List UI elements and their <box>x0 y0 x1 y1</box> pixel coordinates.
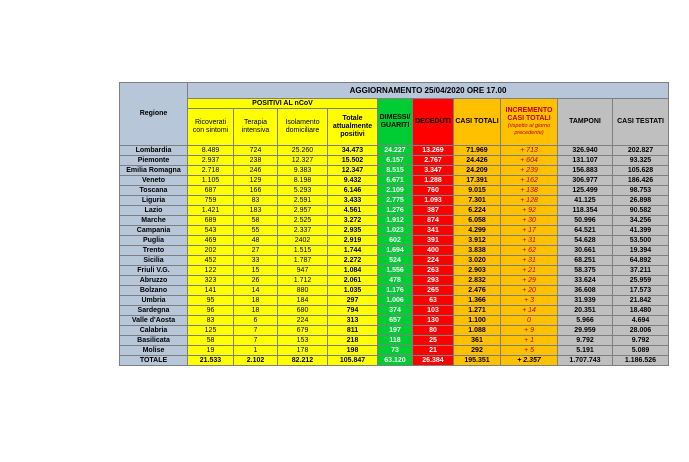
covid-data-table <box>119 82 669 366</box>
cell-casi-totali: 361 <box>454 336 501 346</box>
cell-terapia: 246 <box>234 166 278 176</box>
cell-deceduti: 391 <box>413 236 454 246</box>
cell-casi-totali: 1.366 <box>454 296 501 306</box>
cell-terapia: 1 <box>234 346 278 356</box>
cell-dimessi: 1.556 <box>378 266 413 276</box>
cell-casi-totali: 6.058 <box>454 216 501 226</box>
table-row <box>120 226 669 236</box>
cell-casi-totali: 1.271 <box>454 306 501 316</box>
cell-incremento: + 17 <box>501 226 558 236</box>
cell-dimessi: 6.671 <box>378 176 413 186</box>
cell-casi-totali: 71.969 <box>454 146 501 156</box>
cell-terapia: 33 <box>234 256 278 266</box>
cell-totale-positivi: 15.502 <box>328 156 378 166</box>
cell-tamponi: 1.707.743 <box>558 356 613 366</box>
cell-tamponi: 36.608 <box>558 286 613 296</box>
cell-isolamento: 224 <box>278 316 328 326</box>
cell-terapia: 6 <box>234 316 278 326</box>
cell-casi-totali: 24.209 <box>454 166 501 176</box>
table-row <box>120 156 669 166</box>
cell-incremento: + 92 <box>501 206 558 216</box>
cell-ricoverati: 96 <box>188 306 234 316</box>
cell-deceduti: 21 <box>413 346 454 356</box>
cell-isolamento: 8.198 <box>278 176 328 186</box>
cell-casi-testati: 34.256 <box>613 216 669 226</box>
cell-ricoverati: 759 <box>188 196 234 206</box>
cell-tamponi: 131.107 <box>558 156 613 166</box>
cell-terapia: 55 <box>234 226 278 236</box>
cell-incremento: + 239 <box>501 166 558 176</box>
cell-incremento: + 1 <box>501 336 558 346</box>
cell-deceduti: 224 <box>413 256 454 266</box>
table-row <box>120 206 669 216</box>
cell-totale-positivi: 811 <box>328 326 378 336</box>
header-positivi-group: POSITIVI AL nCoV <box>188 99 378 109</box>
table-row <box>120 276 669 286</box>
cell-isolamento: 680 <box>278 306 328 316</box>
cell-totale-positivi: 313 <box>328 316 378 326</box>
cell-totale-positivi: 218 <box>328 336 378 346</box>
cell-dimessi: 118 <box>378 336 413 346</box>
cell-regione: Liguria <box>120 196 188 206</box>
cell-terapia: 7 <box>234 326 278 336</box>
cell-ricoverati: 122 <box>188 266 234 276</box>
cell-terapia: 238 <box>234 156 278 166</box>
cell-casi-testati: 37.211 <box>613 266 669 276</box>
cell-totale-positivi: 3.272 <box>328 216 378 226</box>
cell-ricoverati: 1.105 <box>188 176 234 186</box>
header-incremento-label: INCREMENTO CASI TOTALI <box>505 107 553 122</box>
table-row <box>120 336 669 346</box>
cell-casi-testati: 26.898 <box>613 196 669 206</box>
cell-tamponi: 118.354 <box>558 206 613 216</box>
cell-tamponi: 156.883 <box>558 166 613 176</box>
cell-isolamento: 2402 <box>278 236 328 246</box>
cell-terapia: 26 <box>234 276 278 286</box>
cell-ricoverati: 125 <box>188 326 234 336</box>
cell-incremento: + 713 <box>501 146 558 156</box>
cell-regione: Abruzzo <box>120 276 188 286</box>
table-row <box>120 326 669 336</box>
cell-isolamento: 82.212 <box>278 356 328 366</box>
cell-casi-totali: 292 <box>454 346 501 356</box>
cell-regione: Umbria <box>120 296 188 306</box>
cell-tamponi: 20.351 <box>558 306 613 316</box>
cell-casi-testati: 90.582 <box>613 206 669 216</box>
cell-terapia: 48 <box>234 236 278 246</box>
cell-ricoverati: 323 <box>188 276 234 286</box>
table-row <box>120 166 669 176</box>
header-casi-testati: CASI TESTATI <box>613 99 669 146</box>
cell-terapia: 58 <box>234 216 278 226</box>
header-ricoverati: Ricoverati con sintomi <box>188 109 234 146</box>
cell-totale-positivi: 2.919 <box>328 236 378 246</box>
cell-casi-testati: 1.186.526 <box>613 356 669 366</box>
cell-deceduti: 13.269 <box>413 146 454 156</box>
cell-isolamento: 2.957 <box>278 206 328 216</box>
cell-totale-positivi: 2.272 <box>328 256 378 266</box>
cell-tamponi: 9.792 <box>558 336 613 346</box>
cell-dimessi: 374 <box>378 306 413 316</box>
cell-tamponi: 125.499 <box>558 186 613 196</box>
cell-casi-testati: 21.842 <box>613 296 669 306</box>
cell-terapia: 129 <box>234 176 278 186</box>
cell-tamponi: 41.125 <box>558 196 613 206</box>
cell-casi-testati: 202.827 <box>613 146 669 156</box>
cell-isolamento: 153 <box>278 336 328 346</box>
cell-ricoverati: 83 <box>188 316 234 326</box>
cell-regione: Marche <box>120 216 188 226</box>
cell-dimessi: 1.912 <box>378 216 413 226</box>
cell-ricoverati: 19 <box>188 346 234 356</box>
table-row <box>120 296 669 306</box>
cell-incremento: + 30 <box>501 216 558 226</box>
cell-regione: Toscana <box>120 186 188 196</box>
cell-regione: Emilia Romagna <box>120 166 188 176</box>
cell-terapia: 18 <box>234 296 278 306</box>
cell-casi-totali: 17.391 <box>454 176 501 186</box>
cell-incremento: + 21 <box>501 266 558 276</box>
header-incremento-note: (rispetto al giorno precedente) <box>507 123 551 136</box>
cell-tamponi: 306.977 <box>558 176 613 186</box>
cell-incremento: + 162 <box>501 176 558 186</box>
cell-dimessi: 1.176 <box>378 286 413 296</box>
cell-casi-testati: 25.959 <box>613 276 669 286</box>
cell-isolamento: 2.337 <box>278 226 328 236</box>
cell-ricoverati: 1.421 <box>188 206 234 216</box>
cell-dimessi: 2.109 <box>378 186 413 196</box>
table-row <box>120 196 669 206</box>
cell-incremento: + 128 <box>501 196 558 206</box>
cell-terapia: 7 <box>234 336 278 346</box>
cell-casi-totali: 2.476 <box>454 286 501 296</box>
cell-casi-testati: 5.089 <box>613 346 669 356</box>
cell-totale-positivi: 105.847 <box>328 356 378 366</box>
cell-casi-testati: 4.694 <box>613 316 669 326</box>
cell-incremento: + 9 <box>501 326 558 336</box>
cell-tamponi: 5.966 <box>558 316 613 326</box>
cell-casi-testati: 17.573 <box>613 286 669 296</box>
cell-casi-testati: 18.480 <box>613 306 669 316</box>
cell-tamponi: 29.959 <box>558 326 613 336</box>
cell-terapia: 15 <box>234 266 278 276</box>
cell-ricoverati: 2.718 <box>188 166 234 176</box>
table-title: AGGIORNAMENTO 25/04/2020 ORE 17.00 <box>188 83 669 99</box>
cell-regione: Trento <box>120 246 188 256</box>
cell-tamponi: 30.661 <box>558 246 613 256</box>
cell-ricoverati: 95 <box>188 296 234 306</box>
cell-terapia: 18 <box>234 306 278 316</box>
cell-totale-positivi: 3.433 <box>328 196 378 206</box>
cell-dimessi: 24.227 <box>378 146 413 156</box>
cell-incremento: + 2.357 <box>501 356 558 366</box>
cell-deceduti: 26.384 <box>413 356 454 366</box>
cell-isolamento: 5.293 <box>278 186 328 196</box>
cell-dimessi: 524 <box>378 256 413 266</box>
cell-casi-testati: 105.628 <box>613 166 669 176</box>
cell-ricoverati: 543 <box>188 226 234 236</box>
cell-casi-testati: 64.892 <box>613 256 669 266</box>
cell-deceduti: 2.767 <box>413 156 454 166</box>
cell-isolamento: 679 <box>278 326 328 336</box>
cell-deceduti: 103 <box>413 306 454 316</box>
cell-tamponi: 58.375 <box>558 266 613 276</box>
cell-deceduti: 130 <box>413 316 454 326</box>
cell-casi-totali: 3.838 <box>454 246 501 256</box>
cell-dimessi: 6.157 <box>378 156 413 166</box>
cell-totale-positivi: 794 <box>328 306 378 316</box>
cell-deceduti: 3.347 <box>413 166 454 176</box>
cell-dimessi: 602 <box>378 236 413 246</box>
cell-casi-totali: 2.832 <box>454 276 501 286</box>
cell-casi-totali: 24.426 <box>454 156 501 166</box>
cell-dimessi: 1.023 <box>378 226 413 236</box>
header-terapia: Terapia intensiva <box>234 109 278 146</box>
header-totale-positivi: Totale attualmente positivi <box>328 109 378 146</box>
cell-incremento: + 31 <box>501 256 558 266</box>
cell-casi-testati: 53.500 <box>613 236 669 246</box>
cell-isolamento: 2.591 <box>278 196 328 206</box>
cell-dimessi: 478 <box>378 276 413 286</box>
cell-regione: Sicilia <box>120 256 188 266</box>
header-casi-totali: CASI TOTALI <box>454 99 501 146</box>
table-row <box>120 286 669 296</box>
cell-incremento: + 29 <box>501 276 558 286</box>
cell-casi-totali: 1.100 <box>454 316 501 326</box>
cell-deceduti: 874 <box>413 216 454 226</box>
cell-terapia: 183 <box>234 206 278 216</box>
cell-regione: Basilicata <box>120 336 188 346</box>
cell-totale-positivi: 2.935 <box>328 226 378 236</box>
cell-regione: Veneto <box>120 176 188 186</box>
cell-incremento: + 604 <box>501 156 558 166</box>
cell-casi-totali: 3.020 <box>454 256 501 266</box>
cell-regione: Bolzano <box>120 286 188 296</box>
cell-ricoverati: 8.489 <box>188 146 234 156</box>
header-tamponi: TAMPONI <box>558 99 613 146</box>
cell-deceduti: 293 <box>413 276 454 286</box>
table-row <box>120 146 669 156</box>
cell-regione: Lombardia <box>120 146 188 156</box>
cell-deceduti: 80 <box>413 326 454 336</box>
table-row <box>120 186 669 196</box>
cell-incremento: + 138 <box>501 186 558 196</box>
cell-dimessi: 2.775 <box>378 196 413 206</box>
cell-incremento: + 3 <box>501 296 558 306</box>
cell-casi-totali: 195.351 <box>454 356 501 366</box>
cell-terapia: 14 <box>234 286 278 296</box>
cell-deceduti: 400 <box>413 246 454 256</box>
cell-totale-positivi: 2.061 <box>328 276 378 286</box>
cell-tamponi: 31.939 <box>558 296 613 306</box>
table-row <box>120 266 669 276</box>
cell-tamponi: 326.940 <box>558 146 613 156</box>
cell-regione: Campania <box>120 226 188 236</box>
cell-tamponi: 50.996 <box>558 216 613 226</box>
cell-regione: Lazio <box>120 206 188 216</box>
cell-casi-testati: 19.394 <box>613 246 669 256</box>
cell-isolamento: 2.525 <box>278 216 328 226</box>
cell-totale-positivi: 6.146 <box>328 186 378 196</box>
cell-tamponi: 54.628 <box>558 236 613 246</box>
cell-deceduti: 63 <box>413 296 454 306</box>
cell-casi-testati: 186.426 <box>613 176 669 186</box>
cell-dimessi: 197 <box>378 326 413 336</box>
cell-ricoverati: 141 <box>188 286 234 296</box>
cell-incremento: + 62 <box>501 246 558 256</box>
cell-regione: Calabria <box>120 326 188 336</box>
header-isolamento: Isolamento domiciliare <box>278 109 328 146</box>
cell-incremento: 0 <box>501 316 558 326</box>
cell-dimessi: 63.120 <box>378 356 413 366</box>
cell-isolamento: 9.383 <box>278 166 328 176</box>
cell-totale-positivi: 1.035 <box>328 286 378 296</box>
cell-dimessi: 73 <box>378 346 413 356</box>
cell-totale-positivi: 297 <box>328 296 378 306</box>
cell-deceduti: 25 <box>413 336 454 346</box>
table-row <box>120 346 669 356</box>
cell-casi-testati: 98.753 <box>613 186 669 196</box>
cell-dimessi: 1.694 <box>378 246 413 256</box>
table-row <box>120 236 669 246</box>
cell-ricoverati: 469 <box>188 236 234 246</box>
cell-casi-totali: 7.301 <box>454 196 501 206</box>
cell-dimessi: 1.276 <box>378 206 413 216</box>
cell-dimessi: 8.515 <box>378 166 413 176</box>
cell-deceduti: 265 <box>413 286 454 296</box>
header-incremento <box>501 99 558 146</box>
cell-tamponi: 68.251 <box>558 256 613 266</box>
cell-casi-testati: 41.399 <box>613 226 669 236</box>
cell-totale-positivi: 1.084 <box>328 266 378 276</box>
cell-isolamento: 178 <box>278 346 328 356</box>
cell-ricoverati: 452 <box>188 256 234 266</box>
cell-deceduti: 263 <box>413 266 454 276</box>
cell-casi-totali: 3.912 <box>454 236 501 246</box>
cell-deceduti: 760 <box>413 186 454 196</box>
cell-isolamento: 880 <box>278 286 328 296</box>
table-row <box>120 246 669 256</box>
cell-terapia: 2.102 <box>234 356 278 366</box>
cell-incremento: + 20 <box>501 286 558 296</box>
cell-regione: Puglia <box>120 236 188 246</box>
cell-deceduti: 341 <box>413 226 454 236</box>
cell-casi-totali: 6.224 <box>454 206 501 216</box>
cell-tamponi: 5.191 <box>558 346 613 356</box>
cell-deceduti: 1.093 <box>413 196 454 206</box>
cell-totale-positivi: 198 <box>328 346 378 356</box>
cell-casi-totali: 1.088 <box>454 326 501 336</box>
cell-dimessi: 1.006 <box>378 296 413 306</box>
cell-ricoverati: 58 <box>188 336 234 346</box>
cell-regione: Piemonte <box>120 156 188 166</box>
cell-isolamento: 1.712 <box>278 276 328 286</box>
cell-casi-totali: 4.299 <box>454 226 501 236</box>
cell-totale-positivi: 4.561 <box>328 206 378 216</box>
header-deceduti: DECEDUTI <box>413 99 454 146</box>
cell-ricoverati: 21.533 <box>188 356 234 366</box>
cell-incremento: + 5 <box>501 346 558 356</box>
cell-isolamento: 25.260 <box>278 146 328 156</box>
cell-incremento: + 14 <box>501 306 558 316</box>
table-body <box>120 146 669 366</box>
cell-regione: Molise <box>120 346 188 356</box>
cell-dimessi: 657 <box>378 316 413 326</box>
table-row-total <box>120 356 669 366</box>
table-row <box>120 316 669 326</box>
cell-terapia: 27 <box>234 246 278 256</box>
cell-regione: Friuli V.G. <box>120 266 188 276</box>
cell-tamponi: 33.624 <box>558 276 613 286</box>
cell-casi-testati: 9.792 <box>613 336 669 346</box>
cell-tamponi: 64.521 <box>558 226 613 236</box>
cell-totale-positivi: 9.432 <box>328 176 378 186</box>
cell-isolamento: 947 <box>278 266 328 276</box>
cell-ricoverati: 689 <box>188 216 234 226</box>
table-row <box>120 176 669 186</box>
cell-regione: TOTALE <box>120 356 188 366</box>
header-regione: Regione <box>120 83 188 146</box>
cell-casi-testati: 93.325 <box>613 156 669 166</box>
cell-isolamento: 1.787 <box>278 256 328 266</box>
cell-totale-positivi: 1.744 <box>328 246 378 256</box>
cell-isolamento: 12.327 <box>278 156 328 166</box>
cell-isolamento: 1.515 <box>278 246 328 256</box>
cell-regione: Sardegna <box>120 306 188 316</box>
cell-casi-testati: 28.006 <box>613 326 669 336</box>
cell-terapia: 166 <box>234 186 278 196</box>
header-dimessi: DIMESSI/ GUARITI <box>378 99 413 146</box>
cell-deceduti: 1.288 <box>413 176 454 186</box>
table-row <box>120 256 669 266</box>
cell-casi-totali: 9.015 <box>454 186 501 196</box>
cell-isolamento: 184 <box>278 296 328 306</box>
cell-deceduti: 387 <box>413 206 454 216</box>
cell-ricoverati: 687 <box>188 186 234 196</box>
cell-ricoverati: 2.937 <box>188 156 234 166</box>
cell-terapia: 724 <box>234 146 278 156</box>
cell-terapia: 83 <box>234 196 278 206</box>
table-row <box>120 306 669 316</box>
cell-totale-positivi: 34.473 <box>328 146 378 156</box>
cell-ricoverati: 202 <box>188 246 234 256</box>
table-row <box>120 216 669 226</box>
cell-incremento: + 31 <box>501 236 558 246</box>
cell-totale-positivi: 12.347 <box>328 166 378 176</box>
cell-casi-totali: 2.903 <box>454 266 501 276</box>
cell-regione: Valle d'Aosta <box>120 316 188 326</box>
